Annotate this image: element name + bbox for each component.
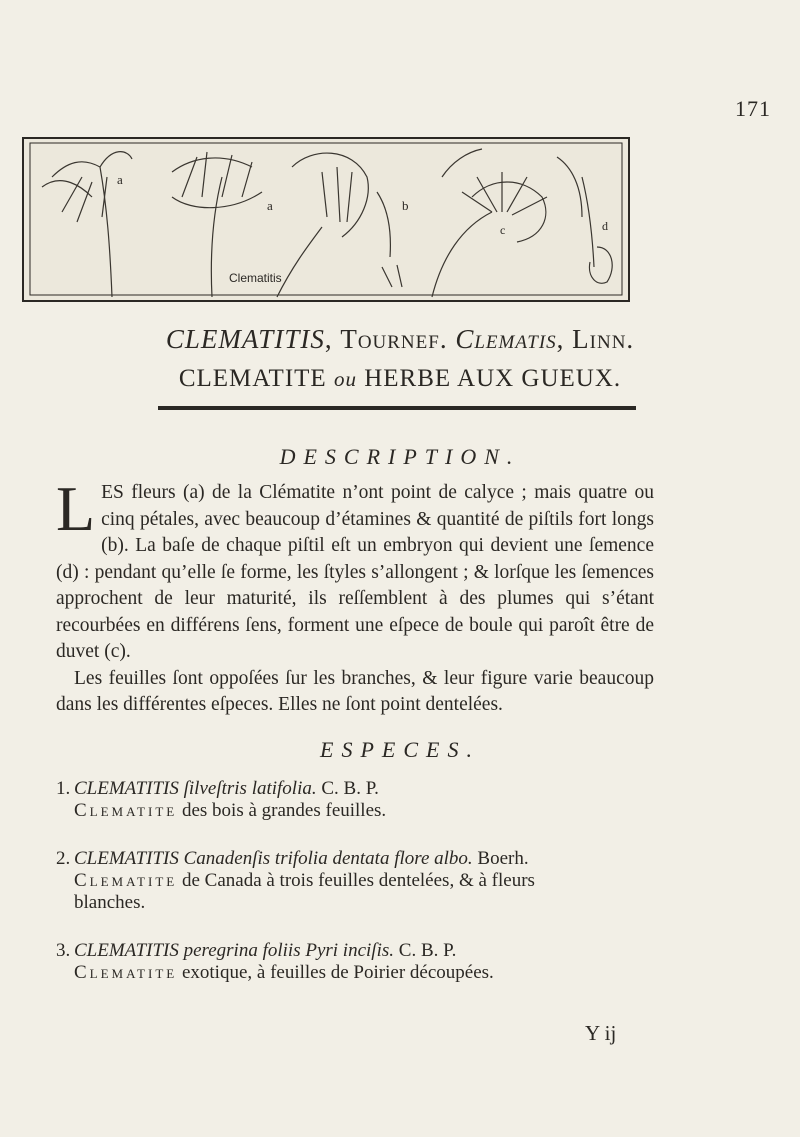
figure-caption: Clematitis: [229, 271, 282, 285]
figure-label-d: d: [602, 219, 608, 233]
description-text: [56, 473, 654, 719]
title-latin-name-linnaeus: Clematis: [455, 324, 557, 354]
subtitle-ou: ou: [333, 367, 357, 391]
botanical-illustration: [22, 137, 630, 302]
figure-label-b: b: [402, 198, 409, 213]
title-author-tournefort: Tournef.: [340, 324, 448, 354]
page-number: 171: [735, 96, 771, 121]
page-subtitle: [0, 365, 800, 393]
engraving-plate: [22, 137, 630, 302]
description-paragraph-1: LES fleurs (a) de la Clématite n’ont point de calyce ; mais quatre ou cinq pétales, avec beaucoup d’étamines & quantité de piſtils fort longs (b). La baſe de chaque piſtil eſt un embryon qui devient une ſemence (d) : pendant qu’elle ſe forme, les ſtyles s’allongent ; & lorſque les ſemences approchent de leur maturité, ils reſſemblent à des plumes qui s’étant recourbées en différens ſens, forment une eſpece de boule qui paroît être de duvet (c).: [56, 473, 654, 662]
figure-label-a1: a: [117, 172, 123, 187]
title-rule: [158, 406, 636, 410]
figure-label-a2: a: [267, 198, 273, 213]
title-author-linnaeus: Linn.: [572, 324, 635, 354]
page-title: CLEMATITIS, Tournef. Clematis, Linn.: [165, 324, 635, 354]
species-item-3: 3. CLEMATITIS peregrina foliis Pyri inciſis. C. B. P. Clematite exotique, à feuilles de Poirier découpées.: [56, 940, 494, 983]
description-paragraph-2: Les feuilles ſont oppoſées ſur les branches, & leur figure varie beaucoup dans les différentes eſpeces. Elles ne ſont point dentelées.: [56, 667, 654, 715]
figure-label-c: c: [500, 223, 506, 237]
description-heading: DESCRIPTION.: [279, 444, 521, 469]
title-latin-name: CLEMATITIS: [165, 324, 325, 354]
subtitle-french-name: CLEMATITE: [178, 365, 327, 392]
drop-cap: L: [56, 473, 96, 544]
species-item-2: 2. CLEMATITIS Canadenſis trifolia dentata flore albo. Boerh. Clematite de Canada à trois feuilles dentelées, & à fleurs blanches.: [56, 848, 535, 913]
signature-mark: Y ij: [585, 1021, 617, 1045]
subtitle-common-name: HERBE AUX GUEUX.: [364, 365, 622, 392]
species-heading: ESPECES.: [320, 737, 480, 762]
species-item-1: 1. CLEMATITIS ſilveſtris latifolia. C. B. P. Clematite des bois à grandes feuilles.: [56, 778, 387, 821]
